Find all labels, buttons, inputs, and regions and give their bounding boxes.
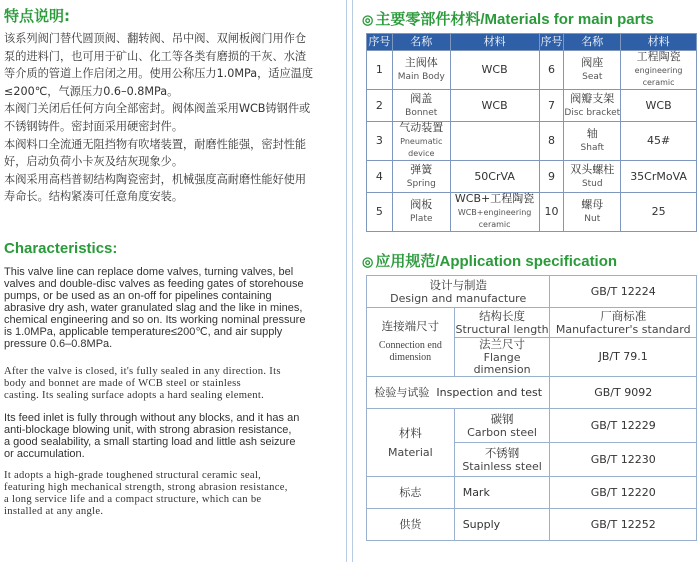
- table-row: [367, 161, 697, 193]
- part-name-cn: 阀座: [581, 56, 604, 69]
- row-index: 5: [367, 193, 393, 232]
- spec-subname-cn: 结构长度: [479, 308, 526, 323]
- spec-name: 供货: [367, 509, 455, 541]
- spec-name-en: Inspection and test: [436, 385, 543, 399]
- characteristics-para-3: [4, 412, 344, 460]
- para-line: chemical engineering and so on. Its working nominal pressure: [4, 314, 306, 326]
- spec-standard: GB/T 12220: [550, 477, 697, 509]
- spec-standard: GB/T 12229: [550, 409, 697, 443]
- para-line: pumps, or be used as an on-off for pipelines containing: [4, 290, 272, 302]
- part-name: [564, 193, 621, 232]
- header-name: 名称: [564, 34, 621, 51]
- row-index: 6: [539, 51, 564, 90]
- para-line: installed at any angle.: [4, 506, 104, 517]
- para-line: or accumulation.: [4, 448, 85, 460]
- para-line: Its feed inlet is fully through without any blocks, and it has an: [4, 412, 300, 424]
- features-cn-line: 不锈钢铸件。密封面采用硬密封件。: [4, 119, 184, 133]
- part-name-cn: 主阀体: [404, 56, 438, 69]
- table-row: [367, 308, 697, 338]
- para-line: featuring high mechanical strength, strong abrasion resistance,: [4, 482, 288, 493]
- part-name: [564, 90, 621, 122]
- characteristics-title: Characteristics:: [4, 240, 118, 257]
- part-material: 45#: [621, 122, 697, 161]
- spec-subname: [454, 409, 550, 443]
- features-cn-line: 本阀料口全流通无阻挡物有吹堵装置，耐磨性能强，密封性能: [4, 137, 307, 151]
- spec-name: [367, 276, 550, 308]
- header-material: 材料: [450, 34, 539, 51]
- part-name-en: Seat: [582, 72, 603, 82]
- spec-subname-en: Carbon steel: [467, 425, 537, 439]
- spec-standard: GB/T 9092: [550, 377, 697, 409]
- characteristics-para-4: [4, 470, 344, 518]
- row-index: 3: [367, 122, 393, 161]
- materials-title-cn: 主要零部件材料: [375, 11, 481, 28]
- part-name-en: Disc bracket: [564, 107, 621, 118]
- para-line: is 1.0MPa, applicable temperature≤200℃, and air supply: [4, 326, 283, 338]
- application-title-cn: 应用规范: [375, 253, 436, 270]
- spec-name-cn: 检验与试验: [374, 385, 430, 399]
- row-index: 2: [367, 90, 393, 122]
- table-row: [367, 377, 697, 409]
- table-row: [367, 276, 697, 308]
- features-cn-line: 本阀门关闭后任何方向全部密封。阀体阀盖采用WCB铸钢件或: [4, 102, 311, 116]
- features-cn-line: 该系列阀门替代圆顶阀、翻转阀、吊中阀、双闸板阀门用作仓: [4, 32, 307, 45]
- part-name: [564, 122, 621, 161]
- spec-name: 标志: [367, 477, 455, 509]
- part-material: 50CrVA: [450, 161, 539, 193]
- spec-standard: GB/T 12224: [550, 276, 697, 308]
- table-row: [367, 90, 697, 122]
- para-line: This valve line can replace dome valves, turning valves, bel: [4, 266, 294, 278]
- para-line: After the valve is closed, it's fully sealed in any direction. Its: [4, 366, 281, 377]
- features-cn-line: 寿命长。结构紧凑可任意角度安装。: [4, 190, 184, 204]
- para-line: a good sealability, a small starting load and little ash seizure: [4, 436, 296, 448]
- part-name-en: Plate: [410, 214, 433, 224]
- features-cn-line: 好，启动负荷小卡灰及结灰现象少。: [4, 155, 184, 169]
- part-material: WCB: [450, 51, 539, 90]
- spec-name-en: Supply: [454, 509, 550, 541]
- material-cn: 工程陶瓷: [636, 50, 681, 63]
- table-row: [367, 477, 697, 509]
- part-name: [392, 193, 450, 232]
- spec-standard: GB/T 12252: [550, 509, 697, 541]
- application-title-en: /Application specification: [435, 253, 618, 270]
- part-name-cn: 气动装置: [399, 121, 444, 134]
- table-row: [367, 51, 697, 90]
- spec-subname-en: Structural length: [455, 322, 549, 336]
- spec-subname-en: Flange dimension: [473, 351, 531, 376]
- part-name-en: Nut: [584, 214, 601, 224]
- spec-subname-cn: 法兰尺寸: [479, 337, 526, 351]
- spec-standard-en: Manufacturer's standard: [555, 322, 691, 336]
- spec-standard: [550, 308, 697, 338]
- part-material: 25: [621, 193, 697, 232]
- spec-name-cn: 材料: [398, 425, 422, 440]
- material-en: engineering ceramic: [634, 66, 683, 87]
- part-material: [450, 122, 539, 161]
- row-index: 8: [539, 122, 564, 161]
- para-line: casting. Its sealing surface adopts a hard sealing element.: [4, 390, 265, 401]
- row-index: 7: [539, 90, 564, 122]
- features-cn-title: 特点说明:: [4, 7, 70, 25]
- spec-subname: [454, 443, 550, 477]
- spec-standard: GB/T 12230: [550, 443, 697, 477]
- part-material: [621, 51, 697, 90]
- para-line: valves and double-disc valves as feeding gates of storehouse: [4, 278, 304, 290]
- spec-subname-cn: 不锈钢: [484, 445, 520, 460]
- table-row: [367, 509, 697, 541]
- spec-name-en: Design and manufacture: [390, 291, 527, 305]
- characteristics-para-1: [4, 266, 344, 350]
- para-line: anti-blockage blowing unit, with strong abrasion resistance,: [4, 424, 292, 436]
- features-cn-line: ≤200℃，气源压力0.6–0.8MPa。: [4, 84, 179, 98]
- row-index: 9: [539, 161, 564, 193]
- para-line: pressure 0.6–0.8MPa.: [4, 338, 113, 350]
- part-material: WCB: [621, 90, 697, 122]
- part-name-cn: 弹簧: [410, 162, 433, 176]
- spec-subname: [454, 308, 550, 338]
- spec-name-cn: 连接端尺寸: [381, 319, 440, 333]
- row-index: 4: [367, 161, 393, 193]
- header-name: 名称: [392, 34, 450, 51]
- part-name: [392, 161, 450, 193]
- part-name-cn: 轴: [586, 127, 598, 140]
- row-index: 10: [539, 193, 564, 232]
- double-circle-icon: ◎: [362, 254, 374, 269]
- part-name-cn: 阀板: [410, 198, 433, 211]
- part-material: [450, 193, 539, 232]
- para-line: body and bonnet are made of WCB steel or stainless: [4, 378, 241, 389]
- characteristics-para-2: [4, 366, 344, 402]
- part-name-en: Bonnet: [405, 107, 438, 118]
- spec-name-en: Material: [388, 445, 433, 459]
- features-cn-line: 本阀采用高档普韧结构陶瓷密封，机械强度高耐磨性能好使用: [4, 172, 307, 186]
- header-index: 序号: [367, 34, 393, 51]
- spec-name: [367, 409, 455, 477]
- application-table: [366, 275, 697, 541]
- features-cn-line: 等介质的管道上作启闭之用。使用公称压力1.0MPa，适应温度: [4, 67, 314, 81]
- materials-title: [362, 8, 654, 29]
- spec-name-en: Connection end dimension: [378, 340, 442, 363]
- part-name-en: Main Body: [397, 72, 445, 82]
- spec-name-cn: 设计与制造: [429, 277, 487, 292]
- header-index: 序号: [539, 34, 564, 51]
- table-row: [367, 409, 697, 443]
- spec-name-en: Mark: [454, 477, 550, 509]
- spec-name: [367, 377, 550, 409]
- spec-standard-cn: 厂商标准: [600, 308, 647, 323]
- materials-table: [366, 33, 697, 232]
- part-name-cn: 双头螺柱: [570, 162, 615, 176]
- part-name: [392, 90, 450, 122]
- spec-name: [367, 308, 455, 377]
- part-name-cn: 螺母: [581, 198, 604, 211]
- part-material: WCB: [450, 90, 539, 122]
- header-material: 材料: [621, 34, 697, 51]
- part-name-en: Spring: [406, 178, 436, 189]
- table-row: [367, 193, 697, 232]
- application-title: [362, 250, 617, 271]
- material-cn: WCB+工程陶瓷: [454, 192, 535, 205]
- double-circle-icon: ◎: [362, 12, 374, 27]
- part-name-en: Shaft: [580, 143, 605, 153]
- spec-subname-en: Stainless steel: [462, 459, 542, 473]
- part-name: [564, 51, 621, 90]
- para-line: a long service life and a compact structure, which can be: [4, 494, 262, 505]
- materials-title-en: /Materials for main parts: [480, 11, 654, 28]
- material-en: WCB+engineering ceramic: [457, 208, 532, 229]
- part-name-cn: 阀瓣支架: [570, 91, 615, 105]
- part-name: [392, 122, 450, 161]
- features-cn-line: 泵的进料门，也可用于矿山、化工等各类有磨损的干灰、水渣: [4, 49, 307, 63]
- spec-standard: JB/T 79.1: [550, 338, 697, 377]
- part-name-en: Pneumatic device: [400, 137, 443, 158]
- part-name: [564, 161, 621, 193]
- part-name-cn: 阀盖: [410, 91, 433, 105]
- spec-subname: [454, 338, 550, 377]
- part-material: 35CrMoVA: [621, 161, 697, 193]
- spec-subname-cn: 碳钢: [490, 411, 514, 426]
- part-name-en: Stud: [581, 178, 603, 189]
- materials-header-row: [367, 34, 697, 51]
- table-row: [367, 122, 697, 161]
- para-line: It adopts a high-grade toughened structural ceramic seal,: [4, 470, 262, 481]
- row-index: 1: [367, 51, 393, 90]
- features-cn-body: [4, 30, 340, 206]
- part-name: [392, 51, 450, 90]
- para-line: abrasive dry ash, water granulated slag and the like in mines,: [4, 302, 303, 314]
